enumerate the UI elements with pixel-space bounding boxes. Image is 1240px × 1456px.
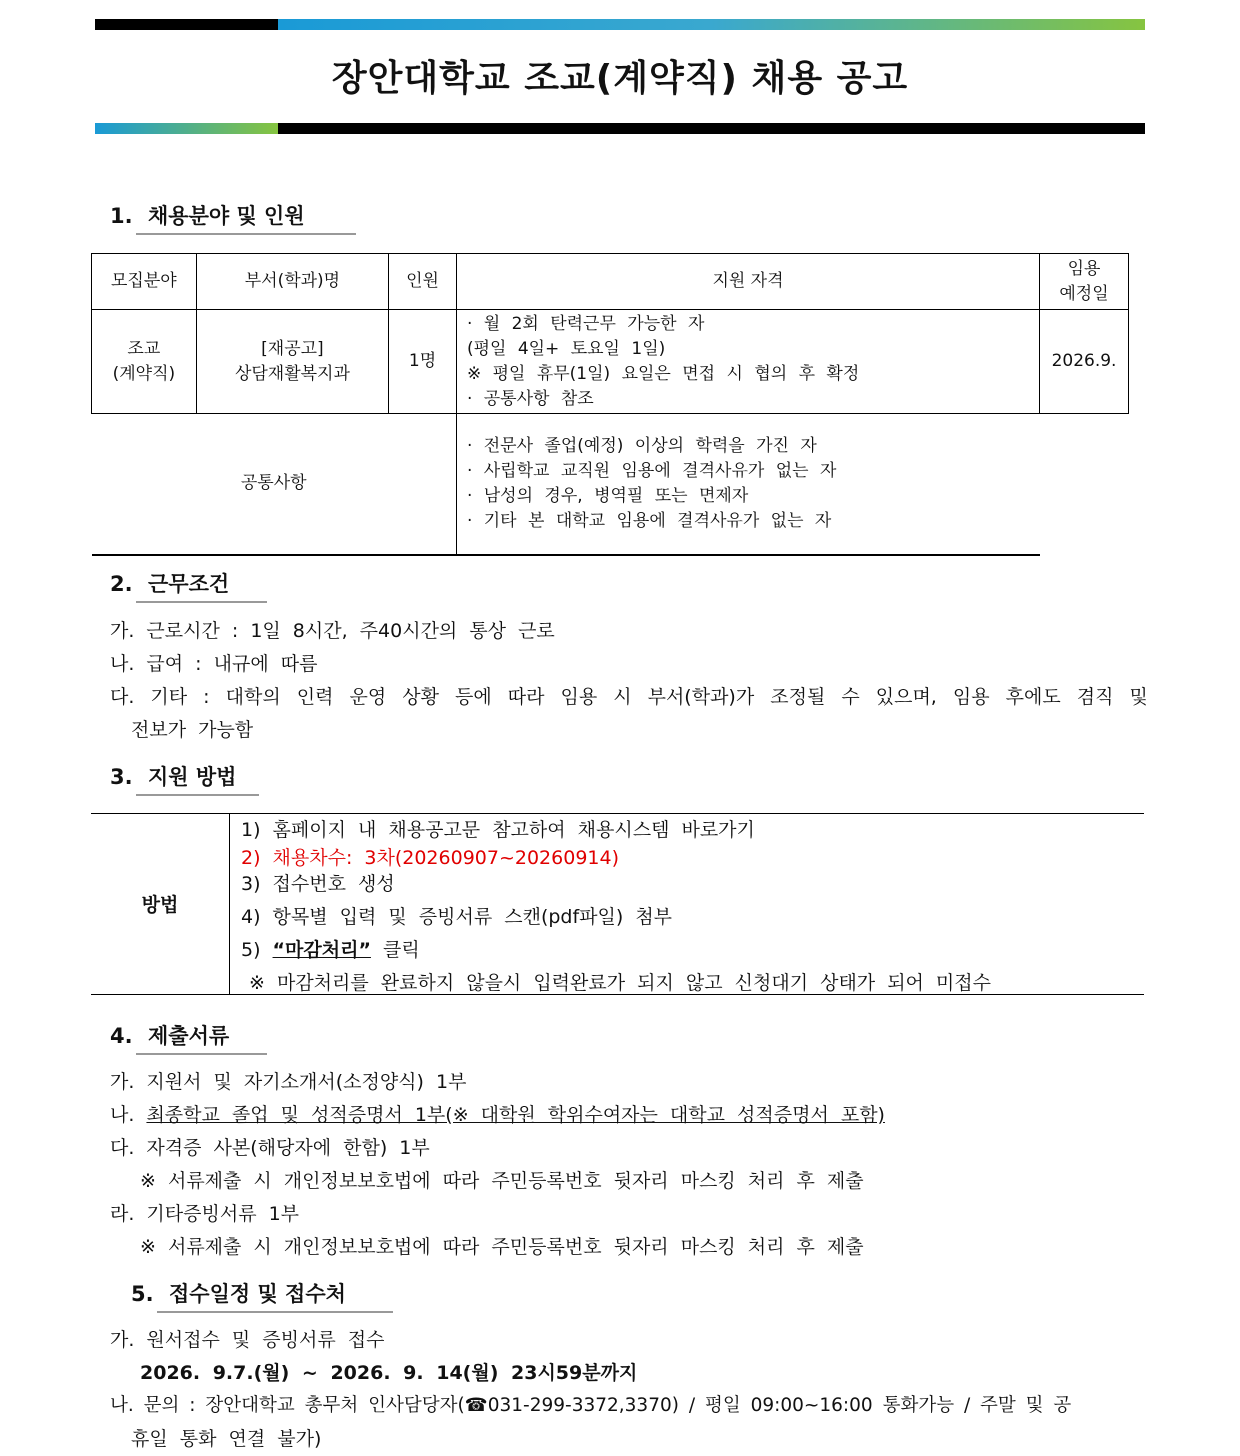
section-5-heading: 5. 접수일정 및 접수처 — [131, 1278, 346, 1308]
page-title: 장안대학교 조교(계약직) 채용 공고 — [331, 58, 909, 99]
method-note: ※ 마감처리를 완료하지 않을시 입력완료가 되지 않고 신청대기 상태가 되어 미접수 — [249, 972, 991, 994]
header-qualification: 지원 자격 — [456, 254, 1039, 310]
doc-note-1: ※ 서류제출 시 개인정보보호법에 따라 주민등록번호 뒷자리 마스킹 처리 후 제출 — [140, 1170, 864, 1192]
cell-qualification: · 월 2회 탄력근무 가능한 자 (평일 4일+ 토요일 1일) ※ 평일 휴무(1일) 요일은 면접 시 협의 후 확정 · 공통사항 참조 — [456, 310, 1039, 414]
method-step-3: 3) 접수번호 생성 — [241, 873, 395, 895]
method-step-1: 1) 홈페이지 내 채용공고문 참고하여 채용시스템 바로가기 — [241, 819, 755, 841]
method-step-4: 4) 항목별 입력 및 증빙서류 스캔(pdf파일) 첨부 — [241, 906, 673, 928]
common-label: 공통사항 — [92, 414, 457, 555]
method-step-2: 2) 채용차수: 3차(20260907~20260914) — [241, 847, 619, 869]
section-2-heading: 2. 근무조건 — [110, 568, 229, 598]
work-other: 다. 기타 : 대학의 인력 운영 상황 등에 따라 임용 시 부서(학과)가 조정될 수 있으며, 임용 후에도 겸직 및 — [110, 686, 1148, 708]
doc-item-2: 나. 최종학교 졸업 및 성적증명서 1부(※ 대학원 학위수여자는 대학교 성적증명서 포함) — [110, 1104, 885, 1126]
section-3-heading: 3. 지원 방법 — [110, 761, 236, 791]
header-bar-top — [95, 19, 1145, 30]
work-other-cont: 전보가 가능함 — [131, 719, 254, 741]
contact-info-cont: 휴일 통화 연결 불가) — [131, 1428, 322, 1450]
doc-item-4: 라. 기타증빙서류 1부 — [110, 1203, 300, 1225]
schedule-dates: 2026. 9.7.(월) ~ 2026. 9. 14(월) 23시59분까지 — [140, 1362, 638, 1384]
header-dept: 부서(학과)명 — [196, 254, 388, 310]
doc-item-1: 가. 지원서 및 자기소개서(소정양식) 1부 — [110, 1071, 467, 1093]
header-date: 임용 예정일 — [1040, 254, 1129, 310]
method-step-5: 5) “마감처리” 클릭 — [241, 939, 420, 961]
cell-count: 1명 — [389, 310, 457, 414]
cell-dept: [재공고] 상담재활복지과 — [196, 310, 388, 414]
doc-item-3: 다. 자격증 사본(해당자에 한함) 1부 — [110, 1137, 430, 1159]
work-salary: 나. 급여 : 내규에 따름 — [110, 653, 318, 675]
header-count: 인원 — [389, 254, 457, 310]
recruitment-table — [91, 253, 1129, 556]
cell-date: 2026.9. — [1040, 310, 1129, 414]
doc-note-2: ※ 서류제출 시 개인정보보호법에 따라 주민등록번호 뒷자리 마스킹 처리 후 제출 — [140, 1236, 864, 1258]
work-hours: 가. 근로시간 : 1일 8시간, 주40시간의 통상 근로 — [110, 620, 555, 642]
cell-field: 조교 (계약직) — [92, 310, 197, 414]
section-1-heading: 1. 채용분야 및 인원 — [110, 200, 305, 230]
contact-info: 나. 문의 : 장안대학교 총무처 인사담당자(☎031-299-3372,3370) / 평일 09:00~16:00 통화가능 / 주말 및 공 — [110, 1395, 1072, 1416]
section-4-heading: 4. 제출서류 — [110, 1020, 229, 1050]
header-bar-bottom — [95, 123, 1145, 134]
method-label: 방법 — [141, 894, 179, 916]
schedule-item-1: 가. 원서접수 및 증빙서류 접수 — [110, 1329, 385, 1351]
header-field: 모집분야 — [92, 254, 197, 310]
method-box — [91, 813, 1144, 995]
common-qualifications: · 전문사 졸업(예정) 이상의 학력을 가진 자 · 사립학교 교직원 임용에 결격사유가 없는 자 · 남성의 경우, 병역필 또는 면제자 · 기타 본 대학교 임용에 결격사유가 없는 자 — [456, 414, 1039, 555]
